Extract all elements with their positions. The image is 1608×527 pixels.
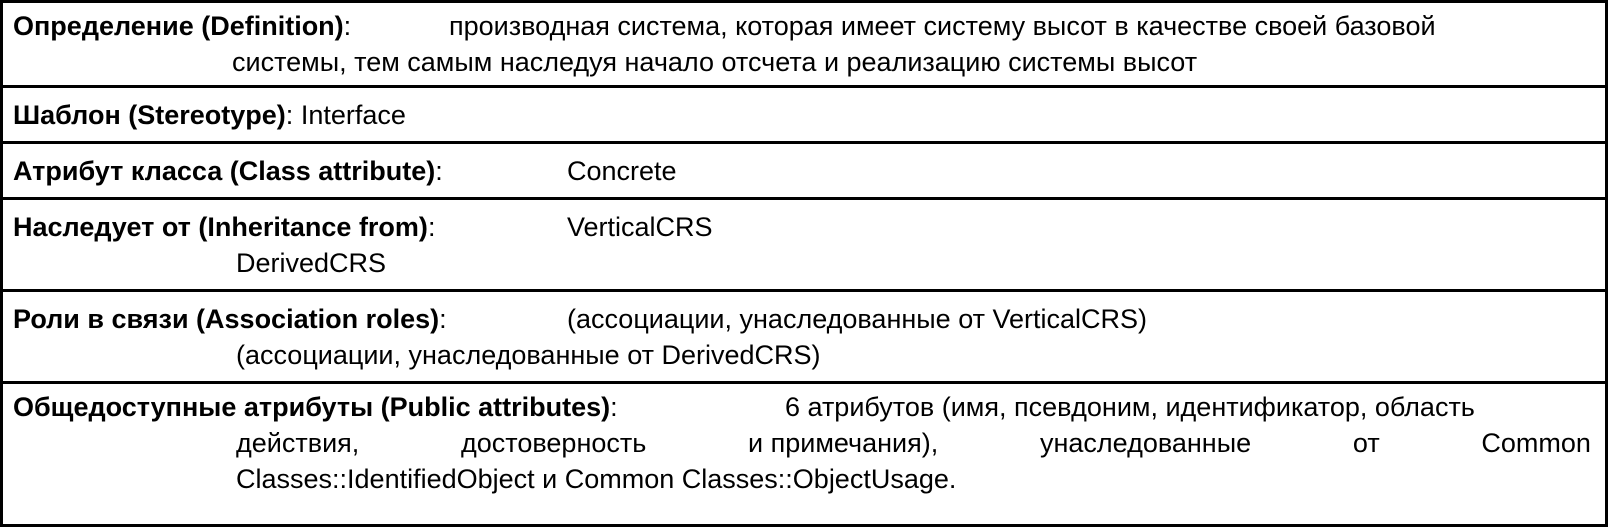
association-roles-value-2: (ассоциации, унаследованные от DerivedCRS) xyxy=(236,340,821,370)
inheritance-value-2: DerivedCRS xyxy=(236,248,387,278)
public-attributes-word: Common xyxy=(1481,428,1591,458)
definition-label-group xyxy=(13,9,351,44)
inheritance-value-1: VerticalCRS xyxy=(567,212,713,242)
association-roles-row xyxy=(3,292,1605,384)
definition-text-line1: производная система, которая имеет систему высот в качестве своей базовой xyxy=(449,11,1436,41)
association-roles-colon: : xyxy=(439,304,447,334)
inheritance-label-group xyxy=(13,210,435,245)
public-attributes-row xyxy=(3,384,1605,524)
definition-row xyxy=(3,3,1605,88)
public-attributes-text-line3: Classes::IdentifiedObject и Common Classes::ObjectUsage. xyxy=(236,464,957,494)
stereotype-colon: : xyxy=(285,100,294,130)
stereotype-label: Шаблон (Stereotype) xyxy=(13,100,286,130)
definition-text-line2: системы, тем самым наследуя начало отсчета и реализацию системы высот xyxy=(232,47,1198,77)
class-attribute-label: Атрибут класса (Class attribute) xyxy=(13,156,436,186)
class-attribute-row xyxy=(3,144,1605,200)
public-attributes-word: действия, xyxy=(236,428,360,458)
inheritance-label: Наследует от (Inheritance from) xyxy=(13,212,428,242)
inheritance-row xyxy=(3,200,1605,292)
association-roles-value-1: (ассоциации, унаследованные от VerticalCRS) xyxy=(567,304,1148,334)
class-attribute-value: Concrete xyxy=(567,156,677,186)
stereotype-label-group xyxy=(13,98,406,133)
public-attributes-word: достоверность xyxy=(461,428,647,458)
definition-label: Определение (Definition) xyxy=(13,11,344,41)
association-roles-label: Роли в связи (Association roles) xyxy=(13,304,440,334)
class-attribute-colon: : xyxy=(435,156,443,186)
public-attributes-text-line1: 6 атрибутов (имя, псевдоним, идентификатор, область xyxy=(785,392,1475,422)
public-attributes-word: от xyxy=(1352,428,1380,458)
definition-colon: : xyxy=(343,11,352,41)
public-attributes-label: Общедоступные атрибуты (Public attributes) xyxy=(13,392,611,422)
inheritance-colon: : xyxy=(427,212,436,242)
stereotype-row xyxy=(3,88,1605,144)
public-attributes-colon: : xyxy=(610,392,618,422)
stereotype-value: Interface xyxy=(300,100,406,130)
class-attribute-label-group xyxy=(13,154,443,189)
public-attributes-text-line2 xyxy=(236,426,1591,461)
public-attributes-label-group xyxy=(13,390,618,425)
public-attributes-word: унаследованные xyxy=(1039,428,1252,458)
public-attributes-word: и примечания), xyxy=(748,428,939,458)
association-roles-label-group xyxy=(13,302,447,337)
